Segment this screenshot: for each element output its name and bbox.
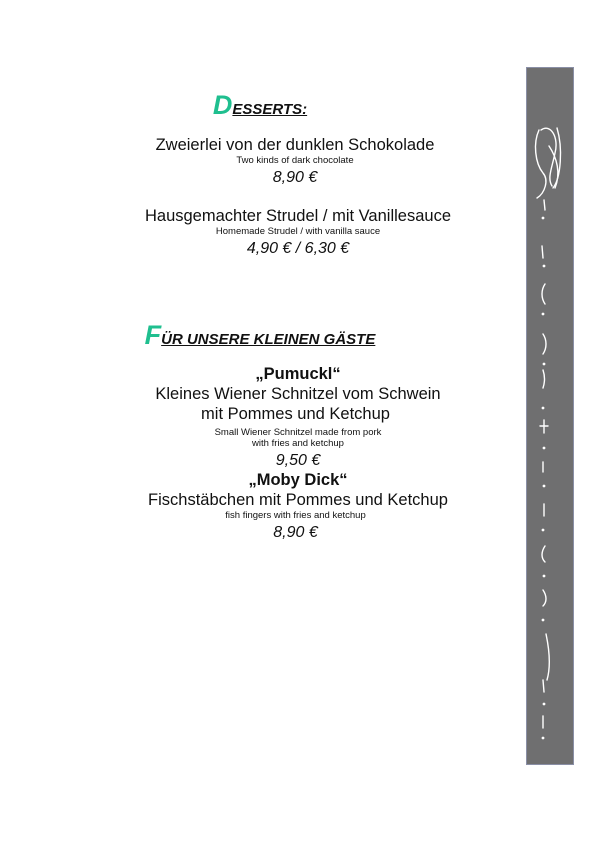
kids-item-name-line2: mit Pommes und Ketchup bbox=[201, 405, 390, 423]
kids-heading bbox=[0, 320, 520, 351]
kids-item-price: 9,50 € bbox=[275, 452, 321, 469]
kids-heading-rest: ÜR UNSERE KLEINEN GÄSTE bbox=[161, 331, 376, 348]
dessert-item-price: 8,90 € bbox=[272, 169, 318, 186]
desserts-heading bbox=[0, 90, 520, 121]
dessert-item-chocolate bbox=[0, 135, 593, 188]
kids-item-moby-dick bbox=[0, 470, 566, 543]
dessert-item-price: 4,90 € / 6,30 € bbox=[246, 240, 350, 257]
script-ornament-icon bbox=[527, 68, 575, 766]
desserts-heading-rest: ESSERTS: bbox=[232, 101, 308, 118]
kids-item-translation-line2: with fries and ketchup bbox=[252, 438, 344, 449]
kids-item-pumuckl bbox=[0, 364, 595, 471]
kids-heading-initial: F bbox=[144, 320, 162, 350]
dessert-item-name: Hausgemachter Strudel / mit Vanillesauce bbox=[144, 207, 451, 225]
desserts-heading-initial: D bbox=[212, 90, 233, 120]
kids-item-price: 8,90 € bbox=[273, 524, 318, 541]
dessert-item-name: Zweierlei von der dunklen Schokolade bbox=[155, 136, 435, 154]
dessert-item-translation: Homemade Strudel / with vanilla sauce bbox=[215, 226, 381, 237]
kids-item-translation-line1: fish fingers with fries and ketchup bbox=[225, 510, 366, 521]
kids-item-translation-line1: Small Wiener Schnitzel made from pork bbox=[214, 427, 382, 438]
kids-item-name-line1: Kleines Wiener Schnitzel vom Schwein bbox=[155, 385, 441, 403]
dessert-item-translation: Two kinds of dark chocolate bbox=[236, 155, 354, 166]
kids-item-name-line1: Fischstäbchen mit Pommes und Ketchup bbox=[148, 491, 448, 509]
decorative-sidebar bbox=[526, 67, 574, 765]
kids-item-title: „Pumuckl“ bbox=[255, 365, 341, 383]
dessert-item-strudel bbox=[0, 206, 595, 259]
kids-item-title: „Moby Dick“ bbox=[248, 471, 348, 489]
